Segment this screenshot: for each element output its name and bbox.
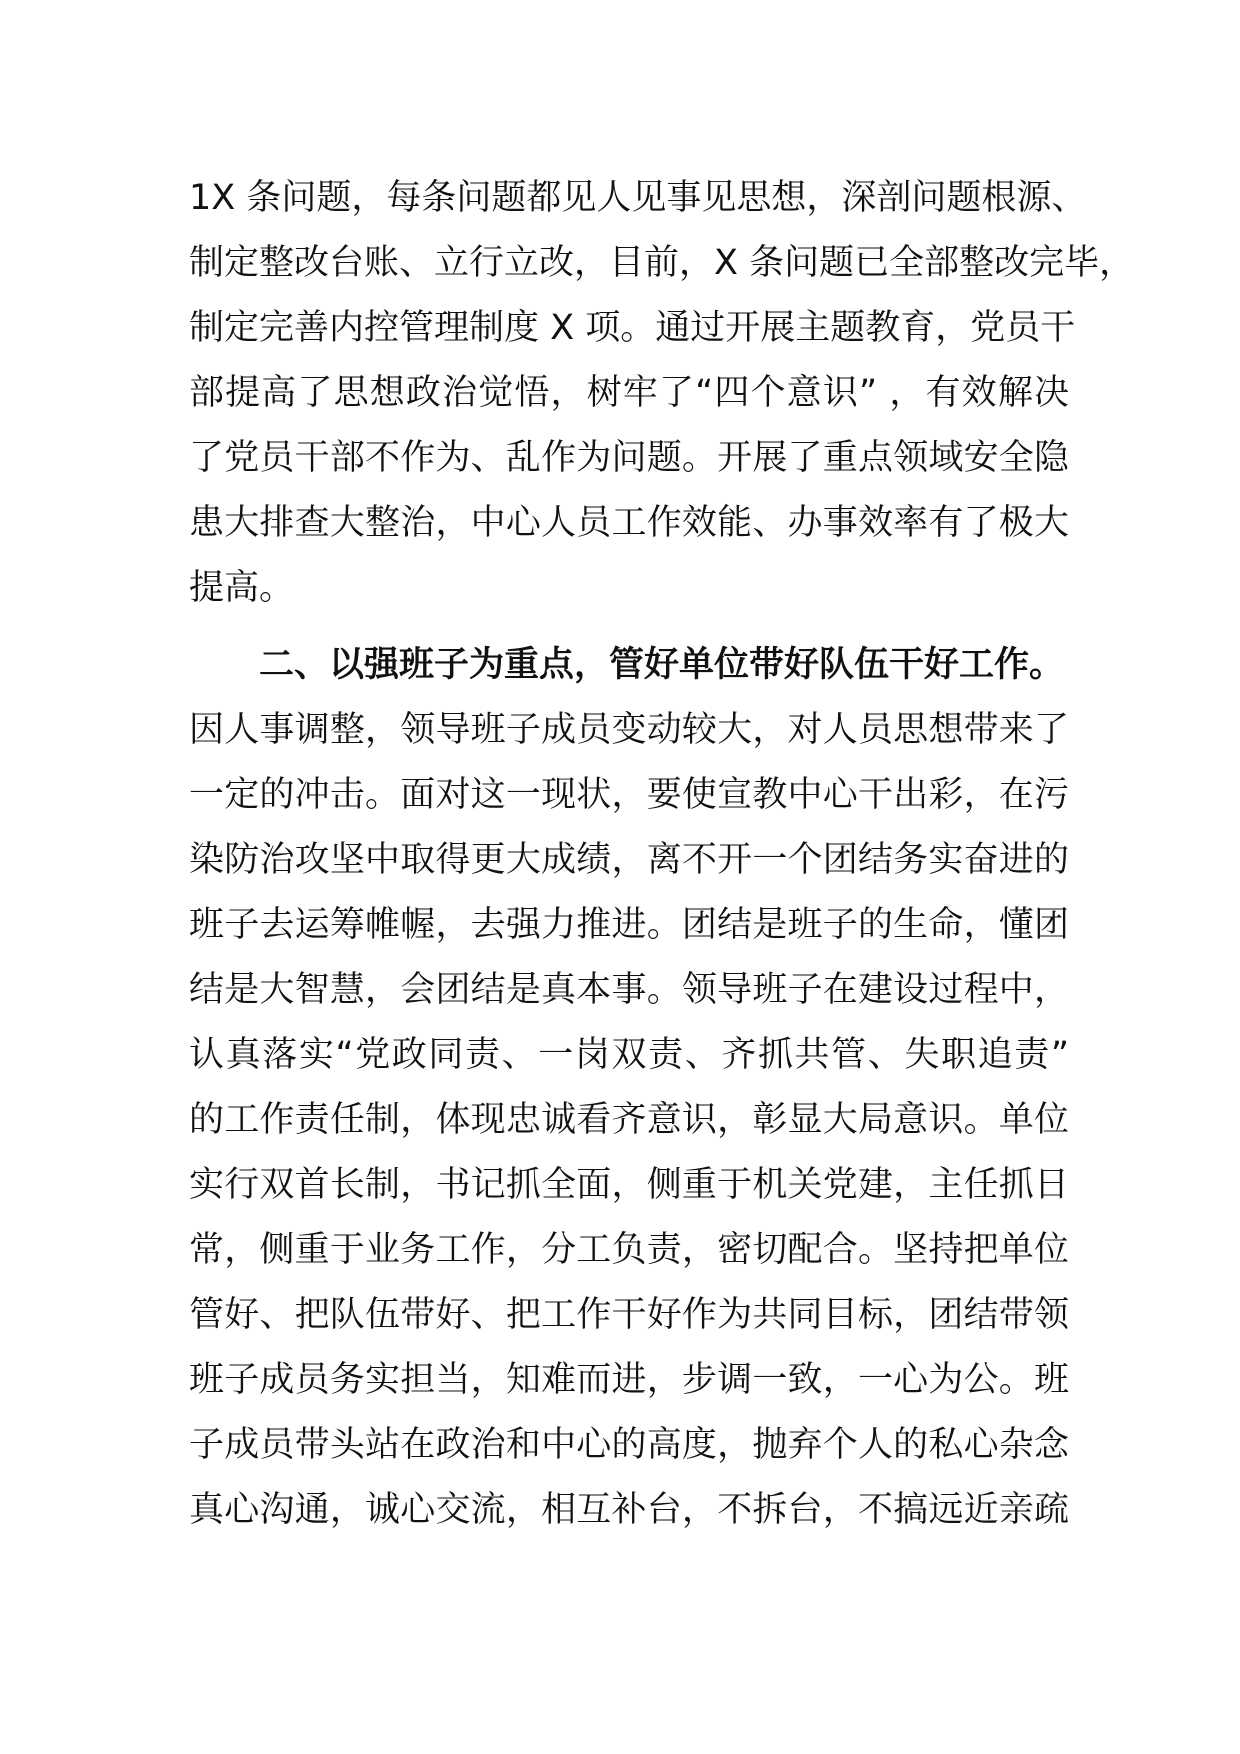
text-line: 制定整改台账、立行立改，目前，X 条问题已全部整改完毕， xyxy=(189,243,1135,283)
text-line: 因人事调整，领导班子成员变动较大，对人员思想带来了 xyxy=(189,710,1069,750)
text-line: 部提高了思想政治觉悟，树牢了“四个意识” ，有效解决 xyxy=(189,373,1069,413)
text-line: 制定完善内控管理制度 X 项。通过开展主题教育，党员干 xyxy=(189,308,1076,348)
text-line: 结是大智慧，会团结是真本事。领导班子在建设过程中， xyxy=(189,970,1069,1010)
text-line: 子成员带头站在政治和中心的高度，抛弃个人的私心杂念 xyxy=(189,1425,1069,1465)
text-line: 认真落实“党政同责、一岗双责、齐抓共管、失职追责” xyxy=(189,1035,1069,1075)
text-line: 班子成员务实担当，知难而进，步调一致，一心为公。班 xyxy=(189,1360,1069,1400)
section-heading xyxy=(189,633,1069,698)
text-line: 管好、把队伍带好、把工作干好作为共同目标，团结带领 xyxy=(189,1295,1069,1335)
text-line: 实行双首长制，书记抓全面，侧重于机关党建，主任抓日 xyxy=(189,1165,1069,1205)
text-line: 一定的冲击。面对这一现状，要使宣教中心干出彩，在污 xyxy=(189,775,1069,815)
text-line: 的工作责任制，体现忠诚看齐意识，彰显大局意识。单位 xyxy=(189,1100,1069,1140)
text-line: 1X 条问题，每条问题都见人见事见思想，深剖问题根源、 xyxy=(189,178,1087,218)
paragraph-2 xyxy=(189,633,1069,1543)
paragraph-1 xyxy=(189,166,1135,621)
text-line: 班子去运筹帷幄，去强力推进。团结是班子的生命，懂团 xyxy=(189,905,1069,945)
text-line: 提高。 xyxy=(189,568,295,608)
text-line: 染防治攻坚中取得更大成绩，离不开一个团结务实奋进的 xyxy=(189,840,1069,880)
text-line: 真心沟通，诚心交流，相互补台，不拆台，不搞远近亲疏 xyxy=(189,1490,1069,1530)
section-heading-text: 二、以强班子为重点，管好单位带好队伍干好工作。 xyxy=(259,645,1065,685)
text-line: 常，侧重于业务工作，分工负责，密切配合。坚持把单位 xyxy=(189,1230,1069,1270)
text-line: 患大排查大整治，中心人员工作效能、办事效率有了极大 xyxy=(189,503,1069,543)
text-line: 了党员干部不作为、乱作为问题。开展了重点领域安全隐 xyxy=(189,438,1069,478)
